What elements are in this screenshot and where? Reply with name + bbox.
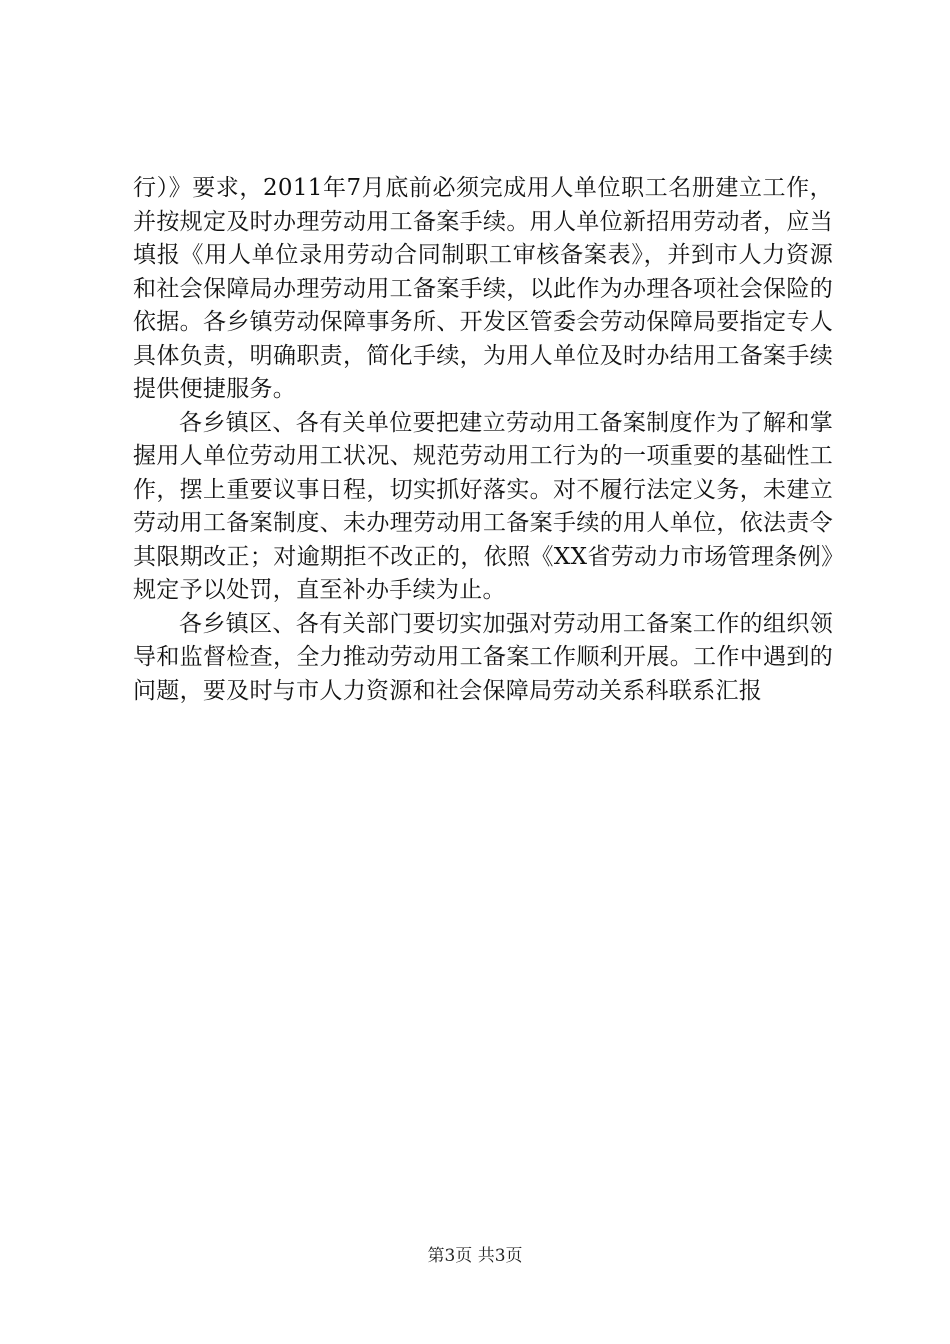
page-footer	[0, 1245, 950, 1267]
page-number-label: 第3页 共3页	[427, 1246, 523, 1266]
document-body	[133, 172, 833, 708]
paragraph-supervision: 各乡镇区、各有关部门要切实加强对劳动用工备案工作的组织领导和监督检查，全力推动劳动用工备案工作顺利开展。工作中遇到的问题，要及时与市人力资源和社会保障局劳动关系科联系汇报	[133, 610, 833, 704]
paragraph-continuation: 行）》要求，2011年7月底前必须完成用人单位职工名册建立工作，并按规定及时办理劳动用工备案手续。用人单位新招用劳动者，应当填报《用人单位录用劳动合同制职工审核备案表》，并到市人力资源和社会保障局办理劳动用工备案手续，以此作为办理各项社会保险的依据。各乡镇劳动保障事务所、开发区管委会劳动保障局要指定专人具体负责，明确职责，简化手续，为用人单位及时办结用工备案手续提供便捷服务。	[133, 175, 833, 402]
paragraph-filing-requirement: 各乡镇区、各有关单位要把建立劳动用工备案制度作为了解和掌握用人单位劳动用工状况、规范劳动用工行为的一项重要的基础性工作，摆上重要议事日程，切实抓好落实。对不履行法定义务，未建立劳动用工备案制度、未办理劳动用工备案手续的用人单位，依法责令其限期改正；对逾期拒不改正的，依照《XX省劳动力市场管理条例》规定予以处罚，直至补办手续为止。	[133, 409, 833, 603]
